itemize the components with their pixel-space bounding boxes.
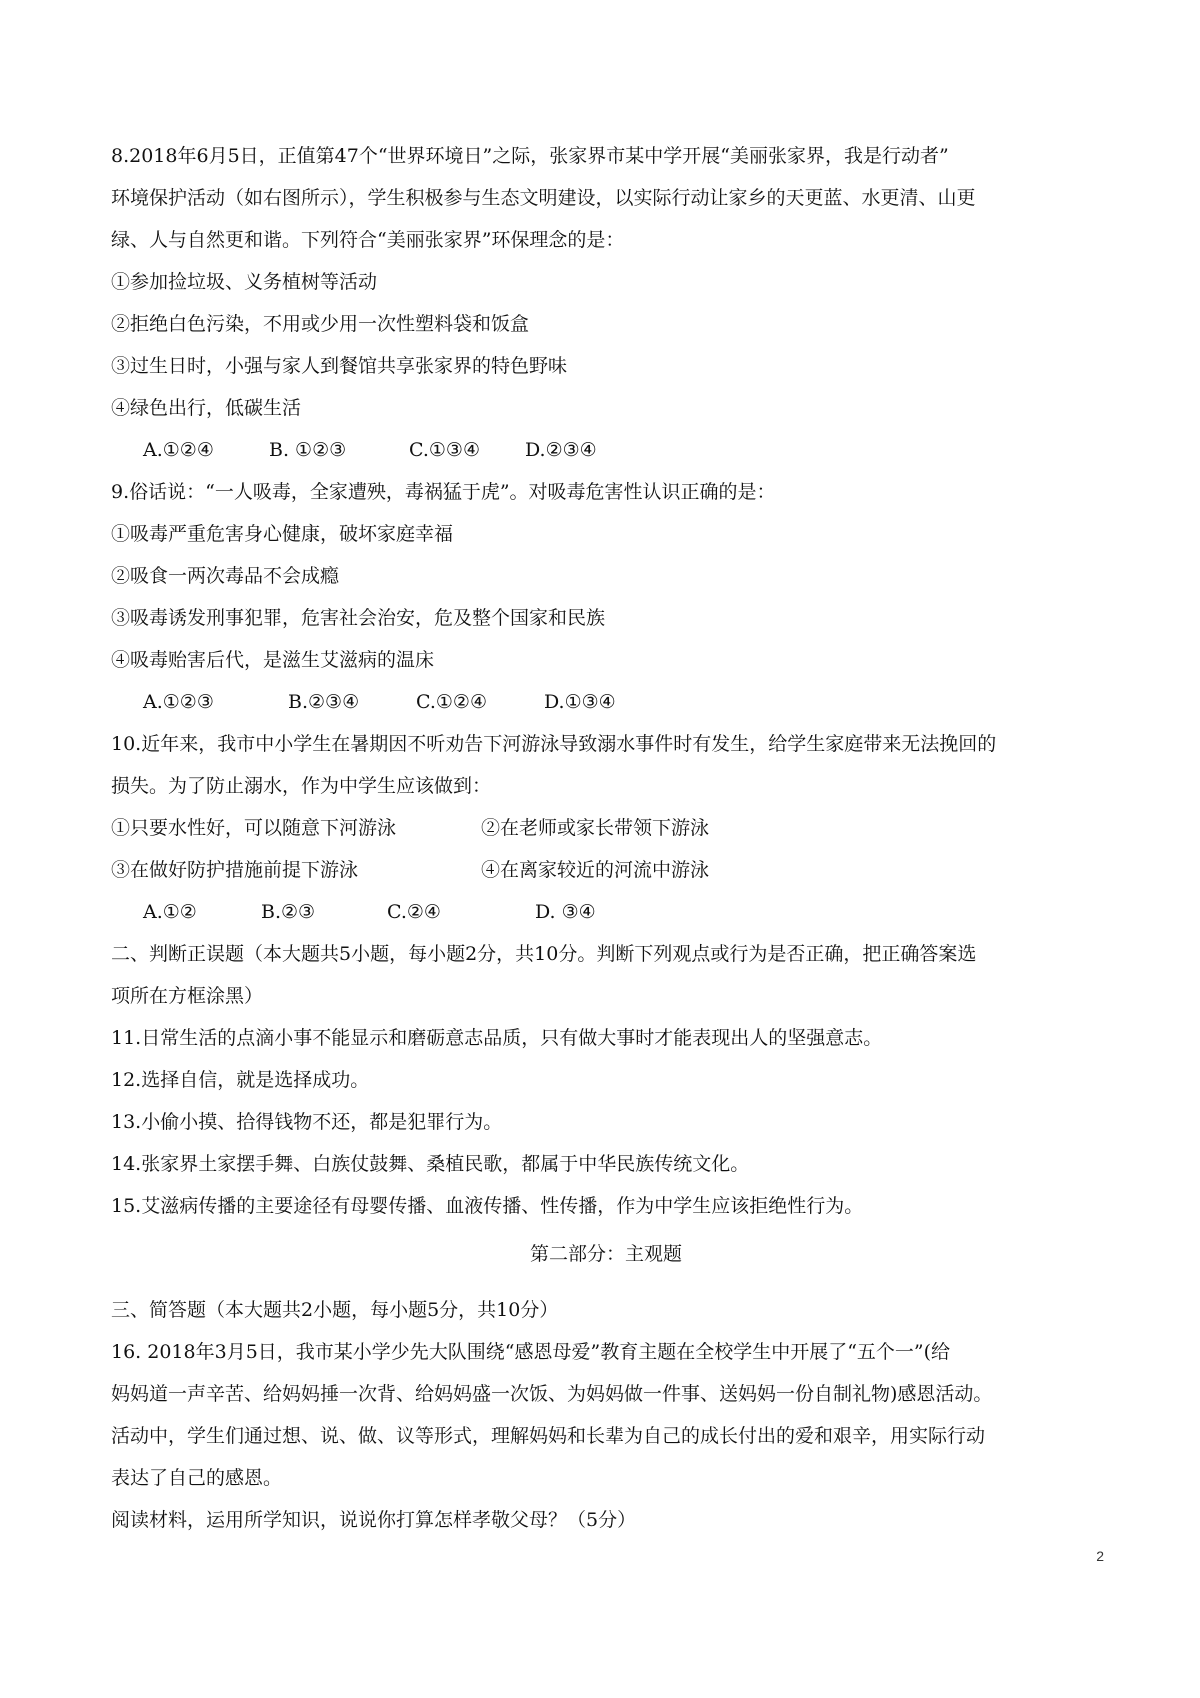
question-8-option-c: C.①③④ xyxy=(409,439,480,461)
question-8-item-4: ④绿色出行，低碳生活 xyxy=(111,397,302,419)
question-9-option-a: A.①②③ xyxy=(143,691,214,713)
question-8-stem-line-3: 绿、人与自然更和谐。下列符合“美丽张家界”环保理念的是： xyxy=(111,229,625,251)
question-8-options xyxy=(111,438,1101,462)
question-16-line-3: 活动中，学生们通过想、说、做、议等形式，理解妈妈和长辈为自己的成长付出的爱和艰辛，用实际行动 xyxy=(111,1425,986,1447)
question-8-item-3: ③过生日时，小强与家人到餐馆共享张家界的特色野味 xyxy=(111,355,568,377)
question-10 xyxy=(111,732,1101,924)
question-8-option-d: D.②③④ xyxy=(525,439,597,461)
question-8-item-2: ②拒绝白色污染，不用或少用一次性塑料袋和饭盒 xyxy=(111,313,530,335)
question-10-option-a: A.①② xyxy=(143,901,197,923)
page-number: 2 xyxy=(1096,1548,1104,1564)
question-15: 15.艾滋病传播的主要途径有母婴传播、血液传播、性传播，作为中学生应该拒绝性行为。 xyxy=(111,1195,864,1217)
question-10-item-3: ③在做好防护措施前提下游泳 xyxy=(111,859,359,881)
section-short-answer xyxy=(111,1298,1101,1532)
question-8-option-b: B. ①②③ xyxy=(269,439,347,461)
question-9-option-c: C.①②④ xyxy=(416,691,487,713)
question-9-option-d: D.①③④ xyxy=(544,691,616,713)
question-9-option-b: B.②③④ xyxy=(288,691,360,713)
part-2-title: 第二部分：主观题 xyxy=(529,1243,682,1265)
question-16-line-2: 妈妈道一声辛苦、给妈妈捶一次背、给妈妈盛一次饭、为妈妈做一件事、送妈妈一份自制礼物)感恩活动。 xyxy=(111,1383,993,1405)
question-10-stem-line-1: 10.近年来，我市中小学生在暑期因不听劝告下河游泳导致溺水事件时有发生，给学生家庭带来无法挽回的 xyxy=(111,733,997,755)
question-14: 14.张家界土家摆手舞、白族仗鼓舞、桑植民歌，都属于中华民族传统文化。 xyxy=(111,1153,750,1175)
question-10-option-d: D. ③④ xyxy=(535,901,596,923)
section-2-heading-line-2: 项所在方框涂黑） xyxy=(111,985,264,1007)
section-3-heading: 三、简答题（本大题共2小题，每小题5分，共10分） xyxy=(111,1299,559,1321)
question-11: 11.日常生活的点滴小事不能显示和磨砺意志品质，只有做大事时才能表现出人的坚强意志。 xyxy=(111,1027,883,1049)
question-8-stem-line-2: 环境保护活动（如右图所示），学生积极参与生态文明建设，以实际行动让家乡的天更蓝、水更清、山更 xyxy=(111,187,976,209)
question-10-option-b: B.②③ xyxy=(261,901,316,923)
question-9-item-4: ④吸毒贻害后代，是滋生艾滋病的温床 xyxy=(111,649,435,671)
question-16-line-1: 16. 2018年3月5日，我市某小学少先大队围绕“感恩母爱”教育主题在全校学生中开展了“五个一”(给 xyxy=(111,1341,951,1363)
page-content xyxy=(111,144,1101,1550)
question-8-option-a: A.①②④ xyxy=(143,439,214,461)
question-16-prompt: 阅读材料，运用所学知识，说说你打算怎样孝敬父母？（5分） xyxy=(111,1509,637,1531)
question-10-options xyxy=(111,900,1101,924)
question-10-item-4: ④在离家较近的河流中游泳 xyxy=(481,859,710,881)
question-12: 12.选择自信，就是选择成功。 xyxy=(111,1069,370,1091)
question-10-items-row-1 xyxy=(111,816,1101,840)
question-9-item-1: ①吸毒严重危害身心健康，破坏家庭幸福 xyxy=(111,523,454,545)
question-8-stem-line-1: 8.2018年6月5日，正值第47个“世界环境日”之际，张家界市某中学开展“美丽张家界，我是行动者” xyxy=(111,145,949,167)
question-16-line-4: 表达了自己的感恩。 xyxy=(111,1467,283,1489)
question-10-option-c: C.②④ xyxy=(387,901,441,923)
section-true-false xyxy=(111,942,1101,1218)
question-10-items-row-2 xyxy=(111,858,1101,882)
question-9 xyxy=(111,480,1101,714)
question-13: 13.小偷小摸、拾得钱物不还，都是犯罪行为。 xyxy=(111,1111,503,1133)
question-9-item-3: ③吸毒诱发刑事犯罪，危害社会治安，危及整个国家和民族 xyxy=(111,607,606,629)
question-8 xyxy=(111,144,1101,462)
question-10-item-1: ①只要水性好，可以随意下河游泳 xyxy=(111,817,397,839)
question-10-item-2: ②在老师或家长带领下游泳 xyxy=(481,817,710,839)
question-9-stem: 9.俗话说：“一人吸毒，全家遭殃，毒祸猛于虎”。对吸毒危害性认识正确的是： xyxy=(111,481,776,503)
question-9-item-2: ②吸食一两次毒品不会成瘾 xyxy=(111,565,340,587)
question-8-item-1: ①参加捡垃圾、义务植树等活动 xyxy=(111,271,378,293)
section-2-heading-line-1: 二、判断正误题（本大题共5小题，每小题2分，共10分。判断下列观点或行为是否正确，把正确答案选 xyxy=(111,943,977,965)
question-10-stem-line-2: 损失。为了防止溺水，作为中学生应该做到： xyxy=(111,775,492,797)
question-9-options xyxy=(111,690,1101,714)
